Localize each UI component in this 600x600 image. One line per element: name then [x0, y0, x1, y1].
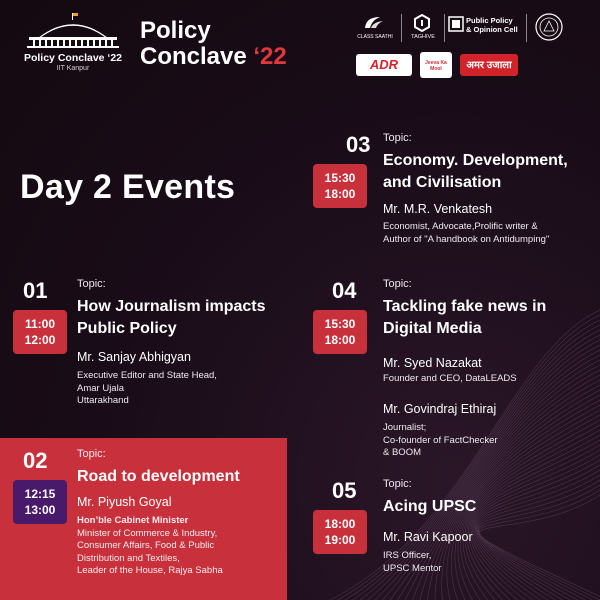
wave-line [475, 460, 600, 600]
event-01-title [77, 296, 266, 340]
event-04-title-line2: Digital Media [383, 320, 482, 337]
event-03-number: 03 [346, 132, 371, 157]
event-03-title-line2: and Civilisation [383, 174, 502, 191]
ppoc-label [466, 16, 518, 34]
event-02-time-end: 13:00 [24, 503, 56, 517]
event-03-time-start: 15:30 [324, 171, 356, 185]
classsaathi-label: CLASS SAATHI [357, 34, 393, 40]
ppoc-line1: Public Policy [466, 16, 513, 25]
event-05-time [313, 510, 367, 554]
ppoc-logo-icon [448, 16, 464, 32]
parliament-building-icon [25, 12, 121, 50]
event-05-time-start: 18:00 [324, 517, 356, 531]
event-05-description [383, 550, 442, 575]
event-02-role: Hon’ble Cabinet Minister [77, 515, 189, 526]
logo-subtitle: IIT Kanpur [56, 65, 90, 72]
event-01-speaker: Mr. Sanjay Abhigyan [77, 350, 191, 364]
taghive-logo-icon [414, 14, 430, 32]
event-02-speaker: Mr. Piyush Goyal [77, 495, 172, 509]
conclave-logo [18, 12, 128, 72]
event-05-desc-line: UPSC Mentor [383, 562, 442, 574]
event-02-description [77, 515, 223, 578]
page-title [140, 18, 287, 70]
event-03-description [383, 221, 549, 246]
event-04-time [313, 310, 367, 354]
event-02-title: Road to development [77, 468, 240, 485]
event-03-title [383, 150, 568, 194]
event-02-desc-line: Distribution and Textiles, [77, 552, 180, 564]
event-02-number: 02 [23, 448, 48, 473]
event-04-speaker-2: Mr. Govindraj Ethiraj [383, 402, 497, 416]
wave-line [479, 490, 600, 600]
classsaathi-logo-icon [362, 14, 386, 32]
day-title: Day 2 Events [20, 168, 236, 206]
event-04-desc-line: Journalist; [383, 422, 427, 433]
event-02-topic-label: Topic: [77, 448, 106, 460]
event-02-desc-line: Consumer Affairs, Food & Public [77, 540, 215, 551]
event-04-speaker-2-description [383, 422, 498, 460]
event-01-topic-label: Topic: [77, 278, 106, 290]
event-03-speaker: Mr. M.R. Venkatesh [383, 202, 493, 216]
adr-label: ADR [369, 57, 399, 72]
event-04-speaker-1-description: Founder and CEO, DataLEADS [383, 373, 517, 384]
event-04-desc-line: Co-founder of FactChecker [383, 434, 498, 446]
event-05-speaker: Mr. Ravi Kapoor [383, 530, 473, 544]
event-03-desc-line: Author of "A handbook on Antidumping" [383, 233, 550, 245]
event-04-topic-label: Topic: [383, 278, 412, 290]
event-03-time-end: 18:00 [324, 187, 356, 201]
event-04-desc-line: & BOOM [383, 447, 422, 458]
event-01-description [77, 370, 217, 408]
wave-line [477, 475, 600, 600]
event-05-topic-label: Topic: [383, 478, 412, 490]
event-03-title-line1: Economy. Development, [383, 152, 568, 169]
ppoc-line2: & Opinion Cell [466, 25, 518, 34]
logo-title: Policy Conclave ‘22 [23, 52, 123, 64]
jeeva-label: Jeeva Ka Mool [425, 60, 447, 72]
event-02-desc-line: Minister of Commerce & Industry, [77, 527, 218, 539]
event-01-desc-line: Uttarakhand [77, 395, 129, 406]
event-01-title-line1: How Journalism impacts [77, 298, 266, 315]
title-line1: Policy [140, 17, 211, 44]
event-03-topic-label: Topic: [383, 132, 412, 144]
event-02-time-start: 12:15 [24, 487, 56, 501]
event-03-time [313, 164, 367, 208]
event-01-desc-line: Executive Editor and State Head, [77, 370, 217, 381]
event-05-desc-line: IRS Officer, [383, 550, 432, 561]
event-01-title-line2: Public Policy [77, 320, 177, 337]
event-04-time-end: 18:00 [324, 333, 356, 347]
event-02-time [13, 480, 67, 524]
amar-ujala-label: अमर उजाला [466, 60, 512, 71]
event-04-title [383, 296, 546, 340]
event-03-desc-line: Economist, Advocate,Prolific writer & [383, 221, 538, 232]
event-05-time-end: 19:00 [324, 533, 356, 547]
event-01-time [13, 310, 67, 354]
event-01-number: 01 [23, 278, 48, 303]
event-04-title-line1: Tackling fake news in [383, 298, 547, 315]
event-01-time-end: 12:00 [24, 333, 56, 347]
iitk-seal-icon [534, 12, 564, 42]
event-05-number: 05 [332, 478, 357, 503]
event-04-number: 04 [332, 278, 357, 303]
event-04-time-start: 15:30 [324, 317, 356, 331]
event-02-desc-line: Leader of the House, Rajya Sabha [77, 565, 223, 576]
title-year: ‘22 [253, 43, 287, 70]
wave-line [479, 495, 600, 600]
event-01-desc-line: Amar Ujala [77, 382, 124, 394]
event-01-time-start: 11:00 [24, 317, 56, 331]
taghive-label: TAGHIVE [411, 34, 435, 40]
sponsor-logos [352, 10, 592, 80]
title-line2: Conclave [140, 43, 247, 70]
event-04-speaker-1: Mr. Syed Nazakat [383, 356, 482, 370]
event-05-title: Acing UPSC [383, 498, 477, 515]
